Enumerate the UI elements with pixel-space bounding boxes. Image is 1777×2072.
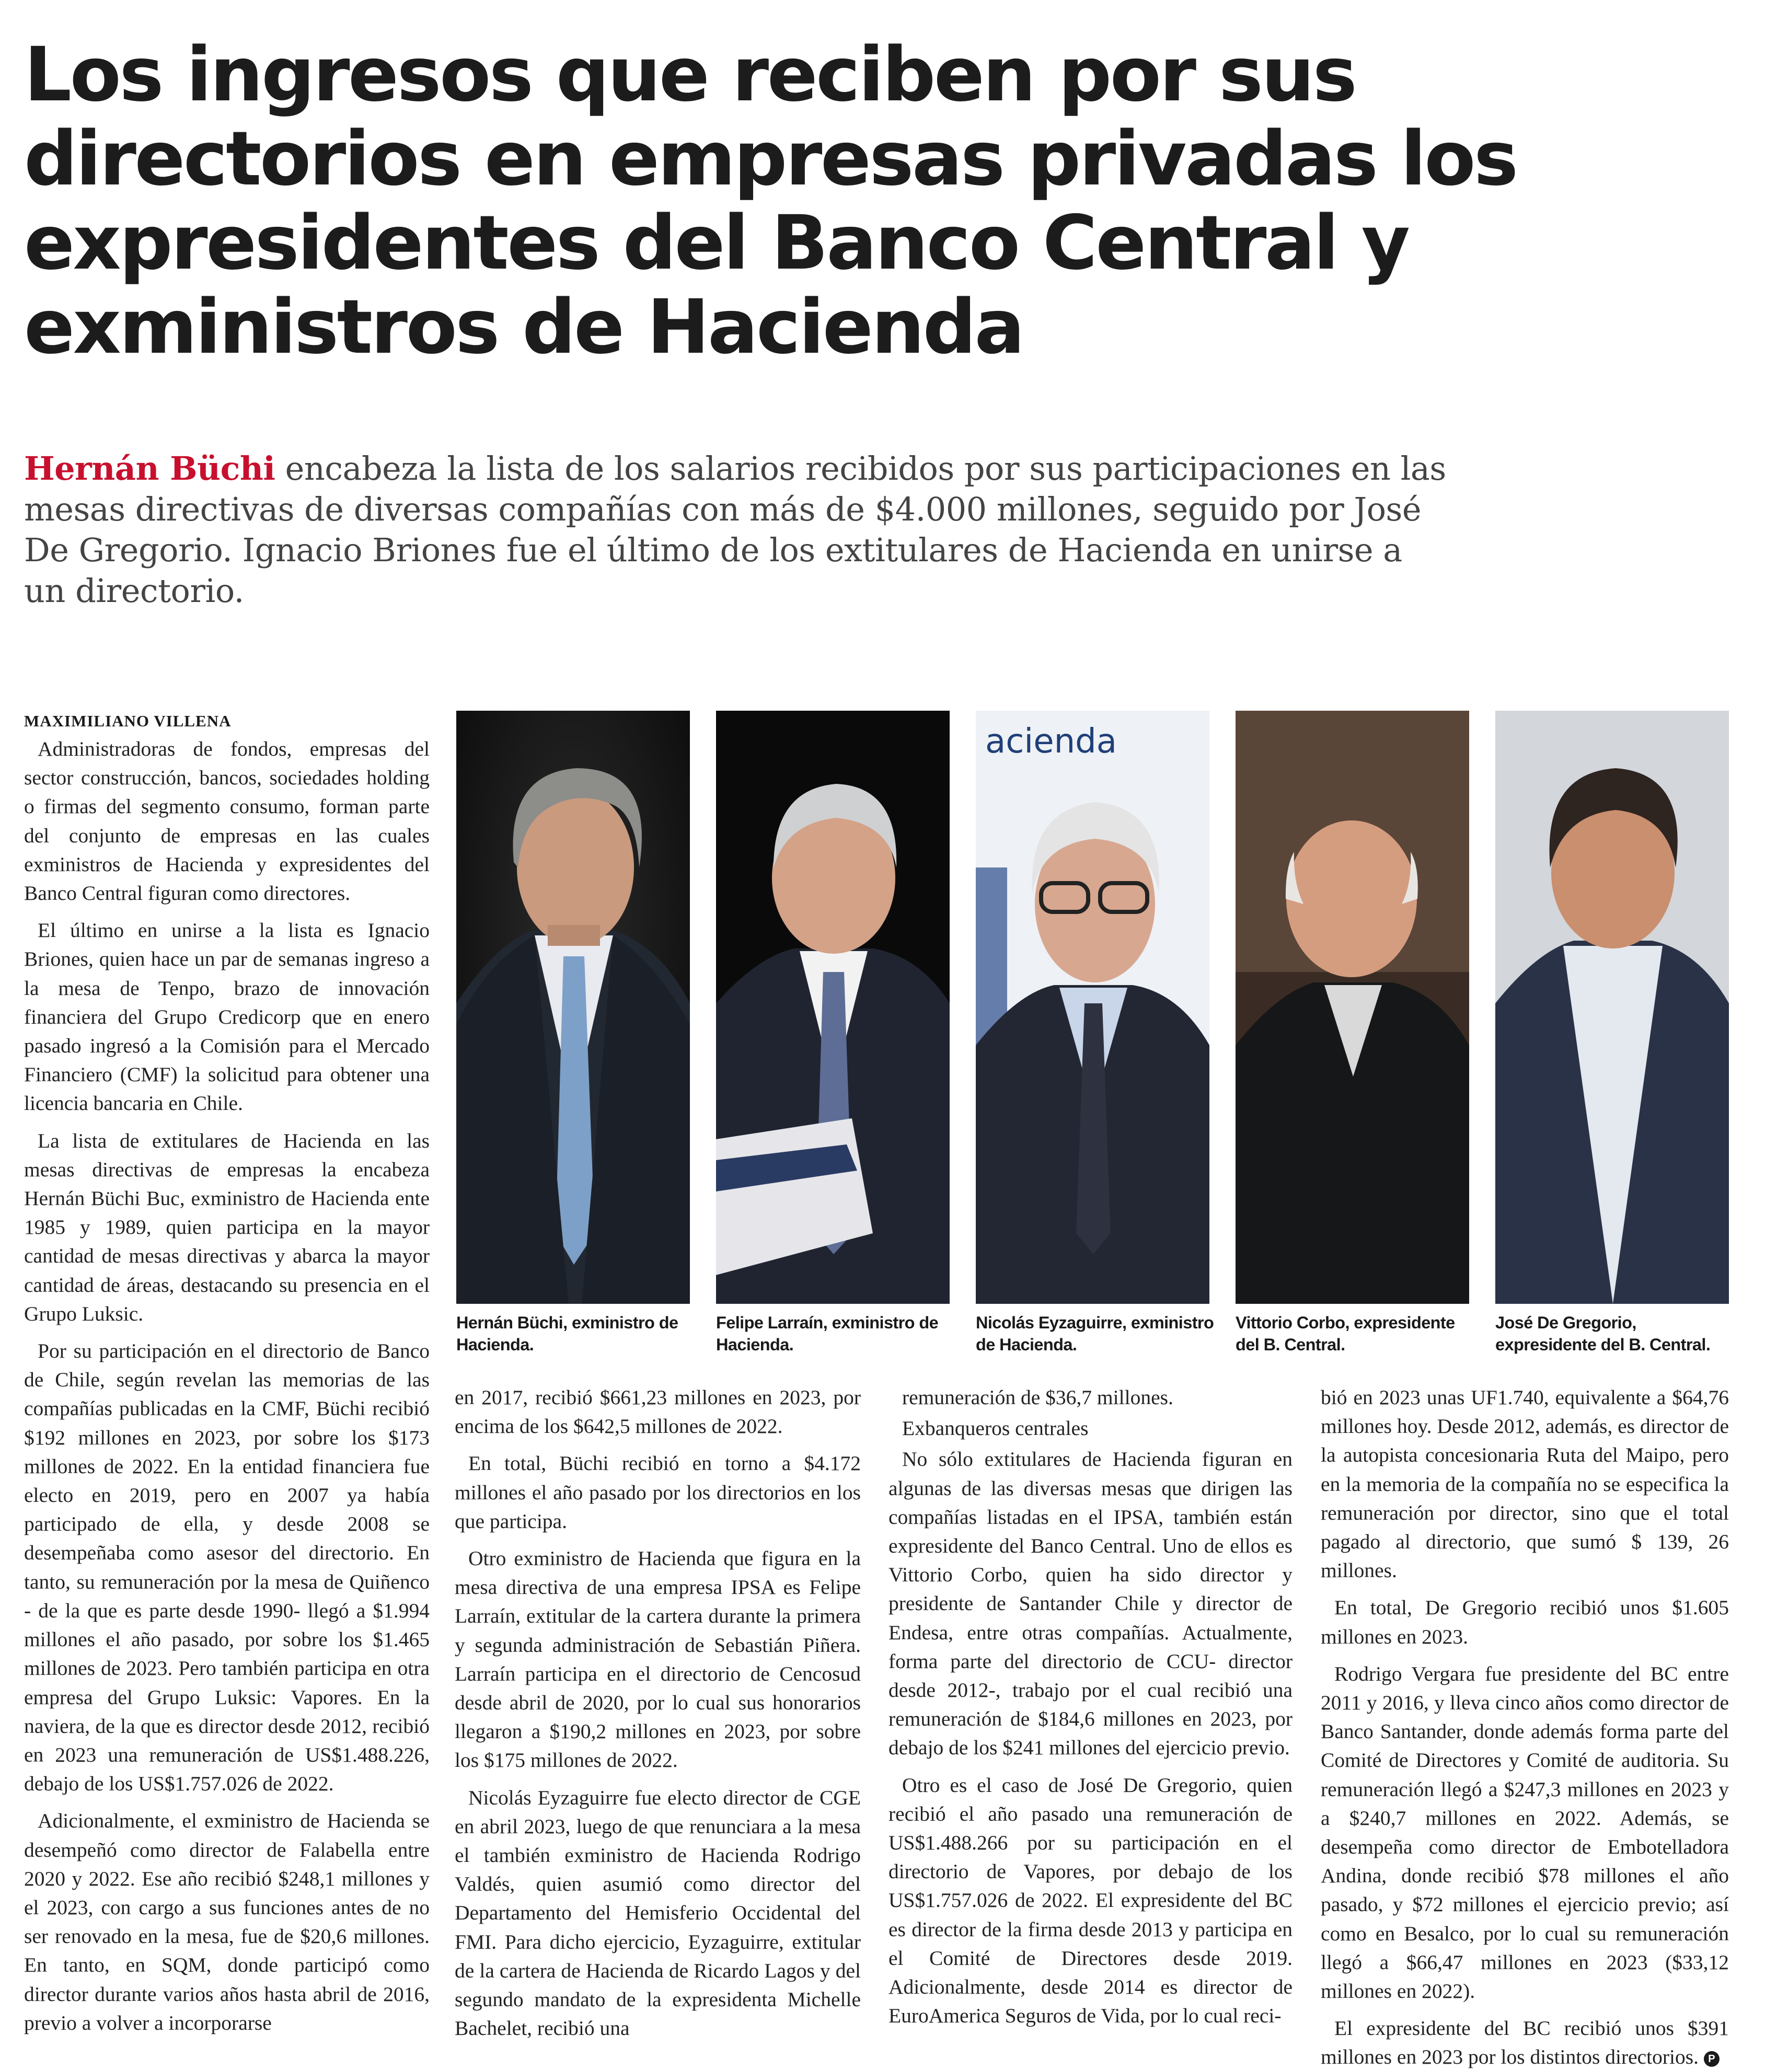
article-column-3 (889, 1383, 1293, 2030)
paragraph: Administradoras de fondos, empresas del sector construcción, bancos, sociedades holding o firmas del segmento consumo, forman parte del conjunto de empresas en las cuales exministros de Hacienda y expresidentes del Banco Central figuran como directores. (24, 737, 430, 905)
paragraph: bió en 2023 unas UF1.740, equivalente a $64,76 millones hoy. Desde 2012, además, es director de la autopista concesionaria Ruta del Maipo, pero en la memoria de la compañía no se especifica la remuneración por director, sino que el total pagado al directorio, que sumó $ 139, 26 millones. (1321, 1386, 1729, 1582)
paragraph: Nicolás Eyzaguirre fue electo director de CGE en abril 2023, luego de que renunciara a la mesa el también exministro de Hacienda Rodrigo Valdés, quien asumió como director del Departamento del Hemisferio Occidental del FMI. Para dicho ejercicio, Eyzaguirre, extitular de la cartera de Hacienda de Ricardo Lagos y del segundo mandato de la expresidenta Michelle Bachelet, recibió una (455, 1786, 861, 2040)
backdrop-text: acienda (985, 722, 1117, 761)
paragraph: remuneración de $36,7 millones. (902, 1386, 1173, 1409)
article-column-1 (24, 735, 430, 2038)
photo-caption: Vittorio Corbo, expresidente del B. Central. (1236, 1313, 1455, 1354)
photo-caption: José De Gregorio, expresidente del B. Central. (1495, 1313, 1711, 1354)
paragraph: No sólo extitulares de Hacienda figuran en algunas de las diversas mesas que dirigen las compañías listadas en el IPSA, también están expresidente del Banco Central. Uno de ellos es Vittorio Corbo, quien ha sido director y presidente de Santander Chile y director de Endesa, entre otras compañías. Actualmente, forma parte del directorio de CCU- director desde 2012-, trabajo por el cual recibió una remuneración de $184,6 millones en 2023, por debajo de los $241 millones del ejercicio previo. (889, 1448, 1293, 1760)
paragraph: en 2017, recibió $661,23 millones en 2023, por encima de los $642,5 millones de 2022. (455, 1386, 861, 1438)
paragraph (1321, 2014, 1729, 2071)
paragraph: El último en unirse a la lista es Ignacio Briones, quien hace un par de semanas ingreso a la mesa de Tenpo, brazo de innovación financiera del Grupo Credicorp que en enero pasado ingresó a la Comisión para el Mercado Financiero (CMF) la solicitud para obtener una licencia bancaria en Chile. (24, 919, 430, 1115)
lead-paragraph (24, 448, 1451, 611)
portrait-image (976, 711, 1209, 1304)
end-of-article-icon: P (1704, 2051, 1720, 2067)
subheading: Exbanqueros centrales (902, 1417, 1089, 1440)
paragraph: Otro es el caso de José De Gregorio, quien recibió el año pasado una remuneración de US$1.488.266 por su participación en el directorio de Vapores, por debajo de los US$1.757.026 de 2022. El expresidente del BC es director de la firma desde 2013 y participa en el Comité de Directores desde 2019. Adicionalmente, desde 2014 es director de EuroAmerica Seguros de Vida, por lo cual reci- (889, 1773, 1293, 2028)
paragraph: La lista de extitulares de Hacienda en las mesas directivas de empresas la encabeza Hernán Büchi Buc, exministro de Hacienda ente 1985 y 1989, quien participa en la mayor cantidad de mesas directivas y abarca la mayor cantidad de áreas, destacando su presencia en el Grupo Luksic. (24, 1129, 430, 1325)
paragraph: Rodrigo Vergara fue presidente del BC entre 2011 y 2016, y lleva cinco años como director de Banco Santander, donde además forma parte del Comité de Directores y Comité de auditoria. Su remuneración llegó a $247,3 millones en 2023 y a $240,7 millones en 2022. Además, se desempeña como director de Embotelladora Andina, donde recibió $78 millones el año pasado, y $72 millones el ejercicio previo; así como en Besalco, por lo cual su remuneración llegó a $66,47 millones en 2023 ($33,12 millones en 2022). (1321, 1662, 1729, 2003)
article-column-4 (1321, 1383, 1729, 2072)
photo-caption: Felipe Larraín, exministro de Hacienda. (716, 1313, 939, 1354)
photo-nicolas-eyzaguirre (976, 711, 1209, 1304)
photo-caption: Nicolás Eyzaguirre, exministro de Hacienda. (976, 1313, 1214, 1354)
paragraph-text: El expresidente del BC recibió unos $391 millones en 2023 por los distintos directorios. (1321, 2017, 1729, 2069)
paragraph: Por su participación en el directorio de Banco de Chile, según revelan las memorias de las compañías publicadas en la CMF, Büchi recibió $192 millones en 2023, por sobre los $173 millones de 2022. En la entidad financiera fue electo en 2019, pero en 2007 ya había participado de ella, y desde 2008 se desempeñaba como asesor del directorio. En tanto, su remuneración por la mesa de Quiñenco - de la que es parte desde 1990- llegó a $1.994 millones el año pasado, por sobre los $1.465 millones de 2023. Pero también participa en otra empresa del Grupo Luksic: Vapores. En la naviera, de la que es director desde 2012, recibió en 2023 una remuneración de US$1.488.226, debajo de los US$1.757.026 de 2022. (24, 1339, 430, 1796)
portrait-image (1236, 711, 1469, 1304)
photo-vittorio-corbo (1236, 711, 1469, 1304)
headline: Los ingresos que reciben por sus directorios en empresas privadas los expresidentes del Banco Central y exministros de Hacienda (24, 31, 1517, 371)
article-column-2 (455, 1383, 861, 2043)
portrait-image (716, 711, 950, 1304)
paragraph: Otro exministro de Hacienda que figura en la mesa directiva de una empresa IPSA es Felipe Larraín, extitular de la cartera durante la primera y segunda administración de Sebastián Piñera. Larraín participa en el directorio de Cencosud desde abril de 2020, por lo cual sus honorarios llegaron a $190,2 millones en 2023, por sobre los $175 millones de 2022. (455, 1547, 861, 1772)
lead-highlight-name: Hernán Büchi (24, 449, 275, 488)
photo-jose-de-gregorio (1495, 711, 1729, 1304)
byline: MAXIMILIANO VILLENA (24, 712, 232, 730)
paragraph: En total, De Gregorio recibió unos $1.605 millones en 2023. (1321, 1596, 1729, 1648)
portrait-image (456, 711, 690, 1304)
portrait-image (1495, 711, 1729, 1304)
photo-hernan-buchi (456, 711, 690, 1304)
paragraph: En total, Büchi recibió en torno a $4.172 millones el año pasado por los directorios en los que participa. (455, 1452, 861, 1533)
lead-text: encabeza la lista de los salarios recibidos por sus participaciones en las mesas directivas de diversas compañías con más de $4.000 millones, seguido por José De Gregorio. Ignacio Briones fue el último de los extitulares de Hacienda en unirse a un directorio. (24, 449, 1446, 610)
paragraph: Adicionalmente, el exministro de Hacienda se desempeñó como director de Falabella entre 2020 y 2022. Ese año recibió $248,1 millones y el 2023, con cargo a sus funciones antes de no ser renovado en la mesa, fue de $20,6 millones. En tanto, en SQM, donde participó como director durante varios años hasta abril de 2016, previo a volver a incorporarse (24, 1809, 430, 2034)
photo-caption: Hernán Büchi, exministro de Hacienda. (456, 1313, 678, 1354)
photo-felipe-larrain (716, 711, 950, 1304)
